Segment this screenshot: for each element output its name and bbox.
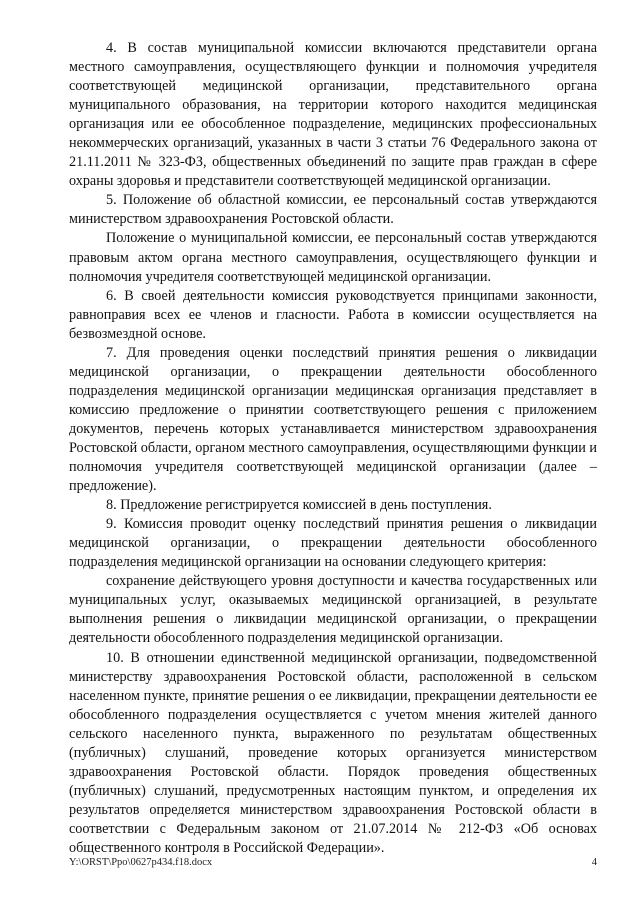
document-page — [69, 39, 597, 858]
paragraph-item-9: 9. Комиссия проводит оценку последствий принятия решения о ликвидации медицинской организации, о прекращении деятельности обособленного подразделения медицинской организации на основании следующего критерия: — [69, 516, 597, 571]
paragraph-item-9-criterion: сохранение действующего уровня доступности и качества государственных или муниципальных услуг, оказываемых медицинской организацией, в результате выполнения решения о ликвидации медицинской организации, о прекращении деятельности обособленного подразделения медицинской организации. — [69, 573, 597, 647]
paragraph-item-8: 8. Предложение регистрируется комиссией в день поступления. — [106, 497, 492, 514]
file-path: Y:\ORST\Ppo\0627p434.f18.docx — [69, 857, 213, 868]
paragraph-item-7: 7. Для проведения оценки последствий принятия решения о ликвидации медицинской организации, о прекращении деятельности обособленного подразделения медицинской организации медицинская организация представляет в комиссию предложение о принятии соответствующего решения с приложением документов, перечень которых устанавливается министерством здравоохранения Ростовской области, органом местного самоуправления, осуществляющими функции и полномочия учредителя соответствующей медицинской организации (далее – предложение). — [69, 344, 597, 495]
paragraph-item-5: 5. Положение об областной комиссии, ее персональный состав утверждаются министерством здравоохранения Ростовской области. — [69, 192, 597, 228]
paragraph-item-4: 4. В состав муниципальной комиссии включаются представители органа местного самоуправления, осуществляющего функции и полномочия учредителя соответствующей медицинской организации, представительного органа муниципального образования, на территории которого находится медицинская организация или ее обособленное подразделение, медицинских профессиональных некоммерческих организаций, указанных в части 3 статьи 76 Федерального закона от 21.11.2011 № 323-ФЗ, общественных объединений по защите прав граждан в сфере охраны здоровья и представители соответствующей медицинской организации. — [69, 40, 597, 190]
paragraph-item-5-continued: Положение о муниципальной комиссии, ее персональный состав утверждаются правовым актом органа местного самоуправления, осуществляющего функции и полномочия учредителя соответствующей медицинской организации. — [69, 230, 597, 285]
page-number: 4 — [591, 857, 597, 868]
paragraph-item-6: 6. В своей деятельности комиссия руководствуется принципами законности, равноправия всех ее членов и гласности. Работа в комиссии осуществляется на безвозмездной основе. — [69, 287, 597, 342]
paragraph-item-10: 10. В отношении единственной медицинской организации, подведомственной министерству здравоохранения Ростовской области, расположенной в сельском населенном пункте, принятие решения о ее ликвидации, прекращении деятельности ее обособленного подразделения осуществляется с учетом мнения жителей данного сельского населенного пункта, выраженного по результатам общественных (публичных) слушаний, проведение которых организуется министерством здравоохранения Ростовской области. Порядок проведения общественных (публичных) слушаний, предусмотренных настоящим пунктом, и определения их результатов определяется министерством здравоохранения Ростовской области в соответствии с Федеральным законом от 21.07.2014 № 212-ФЗ «Об основах общественного контроля в Российской Федерации». — [69, 649, 597, 856]
